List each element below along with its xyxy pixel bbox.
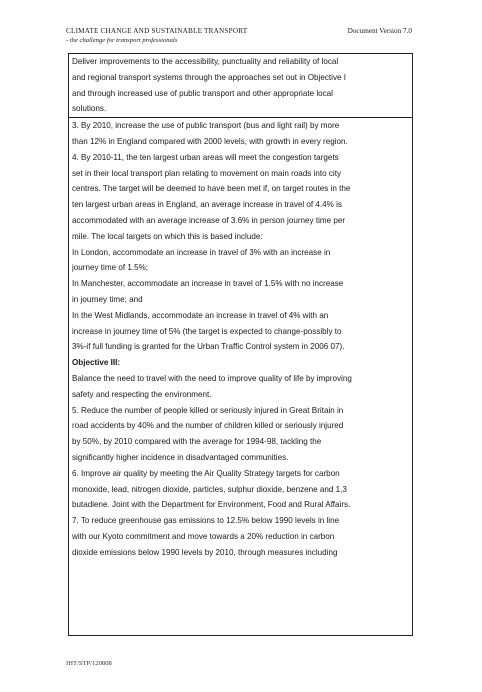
document-header	[66, 27, 247, 45]
text-line: accommodated with an average increase of 3.6% in person journey time per	[72, 215, 346, 225]
text-line: 3%-if full funding is granted for the Urban Traffic Control system in 2006 07).	[72, 342, 345, 352]
text-line: increase in journey time of 5% (the target is expected to change-possibly to	[72, 326, 342, 336]
text-line: 3. By 2010, increase the use of public transport (bus and light rail) by more	[72, 121, 340, 131]
text-line: In London, accommodate an increase in travel of 3% with an increase in	[72, 247, 331, 257]
document-version: Document Version 7.0	[347, 27, 412, 35]
text-line: dioxide emissions below 1990 levels by 2010, through measures including	[72, 547, 338, 557]
text-line: and regional transport systems through the approaches set out in Objective I	[72, 72, 346, 82]
text-line: In Manchester, accommodate an increase in travel of 1.5% with no increase	[72, 279, 344, 289]
text-line: In the West Midlands, accommodate an increase in travel of 4% with an	[72, 310, 329, 320]
text-line: with our Kyoto commitment and move towards a 20% reduction in carbon	[72, 531, 335, 541]
text-line: 5. Reduce the number of people killed or seriously injured in Great Britain in	[72, 405, 344, 415]
document-title: CLIMATE CHANGE AND SUSTAINABLE TRANSPORT	[66, 27, 248, 35]
text-line: by 50%, by 2010 compared with the average for 1994-98, tackling the	[72, 437, 322, 447]
text-line: road accidents by 40% and the number of children killed or seriously injured	[72, 421, 344, 431]
content-table	[68, 53, 413, 636]
text-line: journey time of 1.5%;	[72, 263, 149, 273]
text-line: 6. Improve air quality by meeting the Air Quality Strategy targets for carbon	[72, 468, 340, 478]
text-line: significantly higher incidence in disadvantaged communities.	[72, 452, 289, 462]
document-subtitle: - the challenge for transport professionals	[66, 37, 178, 44]
footer-code: IHT/STP/120808	[66, 660, 112, 667]
text-line: and through increased use of public transport and other appropriate local	[72, 88, 333, 98]
text-line: ten largest urban areas in England, an average increase in travel of 4.4% is	[72, 200, 342, 210]
text-line: than 12% in England compared with 2000 levels, with growth in every region.	[72, 136, 348, 146]
text-line: Deliver improvements to the accessibility, punctuality and reliability of local	[72, 57, 339, 66]
text-line: 4. By 2010-11, the ten largest urban areas will meet the congestion targets	[72, 152, 339, 162]
text-line: butadiene. Joint with the Department for Environment, Food and Rural Affairs.	[72, 500, 351, 510]
objective-heading: Objective III:	[72, 358, 121, 368]
text-line: mile. The local targets on which this is based include:	[72, 231, 263, 241]
table-cell-targets	[69, 118, 412, 560]
text-line: monoxide, lead, nitrogen dioxide, particles, sulphur dioxide, benzene and 1,3	[72, 484, 347, 494]
text-line: solutions.	[72, 104, 107, 114]
text-line: safety and respecting the environment.	[72, 389, 212, 399]
table-cell-intro	[69, 54, 412, 118]
text-line: in journey time; and	[72, 294, 143, 304]
text-line: Balance the need to travel with the need to improve quality of life by improving	[72, 373, 352, 383]
text-line: 7. To reduce greenhouse gas emissions to 12.5% below 1990 levels in line	[72, 516, 340, 526]
text-line: centres. The target will be deemed to have been met if, on target routes in the	[72, 184, 351, 194]
text-line: set in their local transport plan relating to movement on main roads into city	[72, 168, 342, 178]
